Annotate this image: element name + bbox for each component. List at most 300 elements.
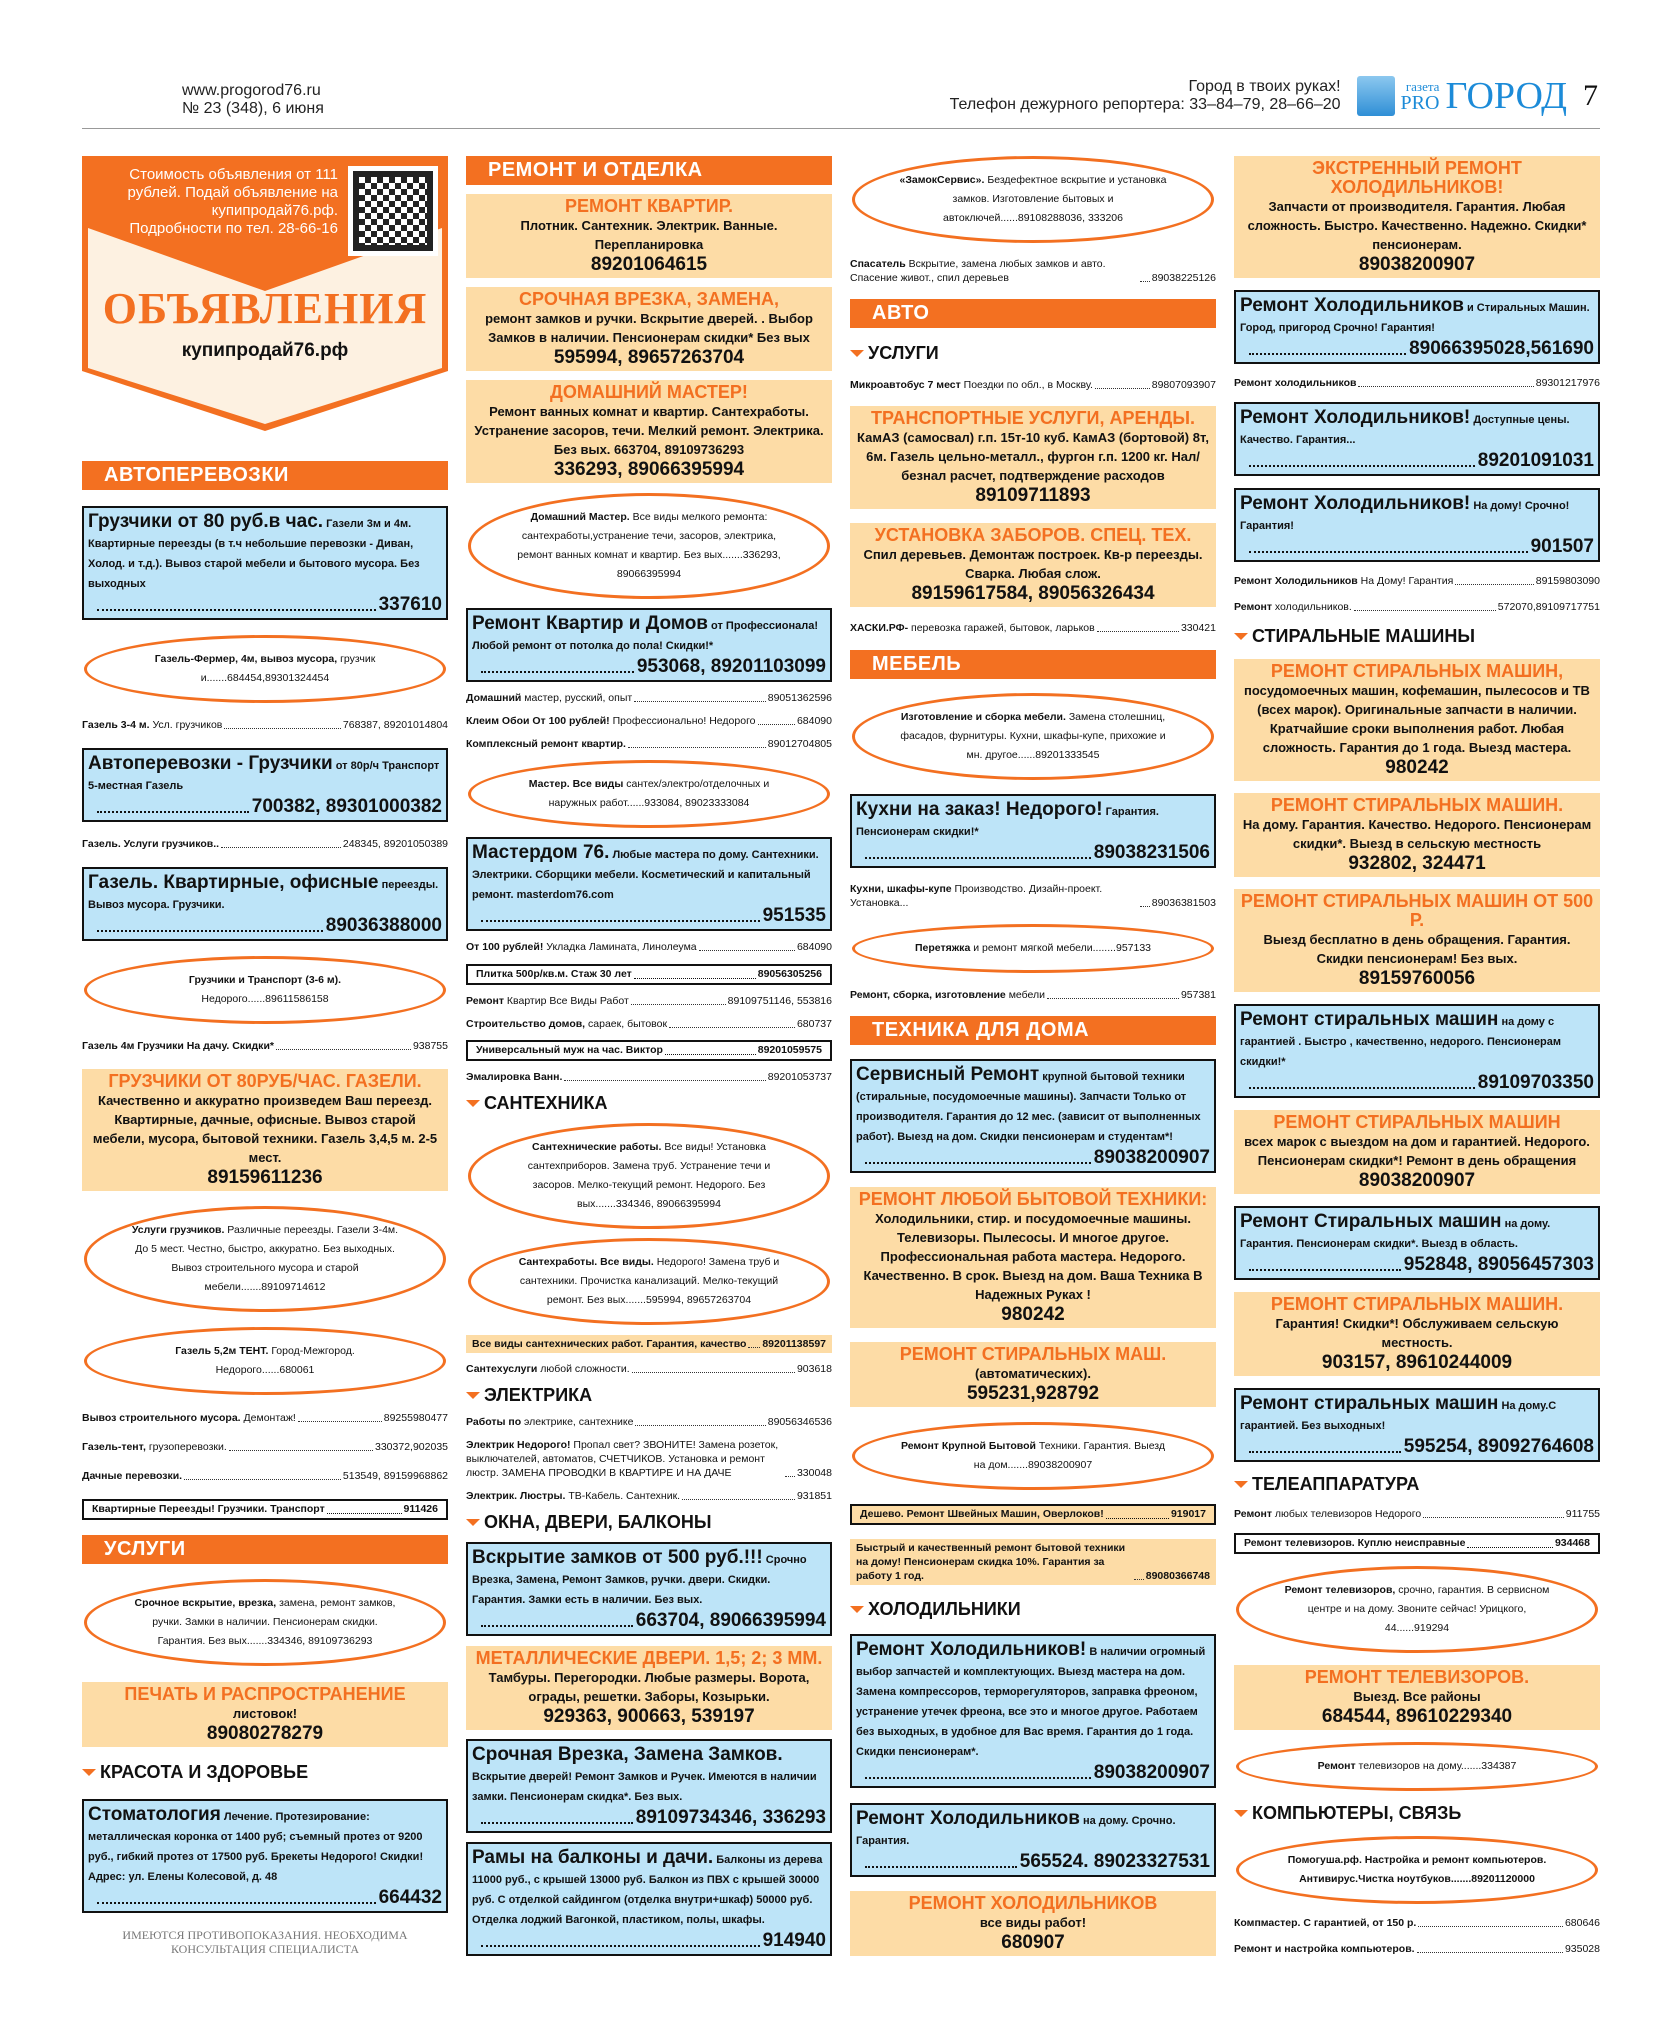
ad-title: СРОЧНАЯ ВРЕЗКА, ЗАМЕНА,	[519, 289, 779, 310]
ad-phone: 980242	[1385, 757, 1449, 778]
highlight-ad[interactable]	[1234, 793, 1600, 877]
highlight-ad[interactable]	[1234, 1665, 1600, 1730]
ad-body: посудомоечных машин, кофемашин, пылесосов и ТВ (всех марок). Оригинальные запчасти в наличии. Кратчайшие сроки выполнения работ. Любая сложность. Гарантия до 1 года. Выезд мастера.	[1244, 683, 1590, 755]
circled-ad[interactable]	[84, 1327, 446, 1395]
subsection-header	[82, 1762, 448, 1783]
circled-ad[interactable]	[84, 956, 446, 1024]
dotted-leader	[481, 920, 760, 922]
dotted-leader	[1455, 584, 1533, 585]
ad-title: РЕМОНТ СТИРАЛЬНЫХ МАШИН	[1273, 1112, 1561, 1132]
ad-text	[1234, 600, 1352, 614]
dotted-leader	[224, 728, 341, 729]
ad-body: КамАЗ (самосвал) г.п. 15т-10 куб. КамАЗ (бортовой) 8т, 6м. Газель цельно-металл., фургон г.п. 1200 кг. Нал/безнал расчет, подтверждение расходов	[857, 430, 1209, 484]
ad-body: Газели 3м и 4м. Квартирные переезды (в т.ч небольшие перевозки - Диван, Холод. и т.д.). Вывоз старой мебели и бытового мусора. Без выходных	[88, 517, 420, 590]
dotted-leader	[481, 1625, 633, 1627]
triangle-down-icon	[82, 1769, 96, 1776]
ad-phone: 935028	[1564, 1943, 1600, 1955]
ad-lead-text: Сантехуслуги	[466, 1362, 538, 1375]
boxed-ad[interactable]	[82, 1799, 448, 1913]
ad-text	[850, 988, 1045, 1002]
ad-phone: 768387, 89201014804	[342, 719, 448, 732]
dotted-leader	[865, 1162, 1091, 1164]
ad-text	[472, 841, 826, 905]
column-1	[82, 156, 448, 1956]
classified-line[interactable]	[82, 1039, 448, 1053]
ad-title: Сервисный Ремонт	[856, 1064, 1040, 1086]
ad-body: мебели	[1008, 988, 1046, 1001]
triangle-down-icon	[466, 1519, 480, 1526]
ad-body: холодильников.	[1274, 601, 1352, 613]
boxed-ad[interactable]	[82, 506, 448, 620]
ad-body: ремонт замков и ручки. Вскрытие дверей. . Выбор Замков в наличии. Пенсионерам скидки* Без вых	[485, 311, 813, 346]
ad-phone-row	[1240, 536, 1594, 558]
triangle-down-icon	[850, 350, 864, 357]
circled-ad[interactable]	[852, 924, 1214, 973]
building-icon	[1357, 76, 1395, 116]
ad-text	[82, 837, 219, 851]
triangle-down-icon	[1234, 633, 1248, 640]
ad-text	[1240, 1210, 1594, 1254]
section-header: УСЛУГИ	[82, 1535, 448, 1564]
subsection-header	[1234, 626, 1600, 647]
classified-line[interactable]	[850, 378, 1216, 392]
ad-phone-row	[856, 842, 1210, 864]
ad-lead-text: Услуги грузчиков.	[131, 1223, 225, 1236]
classified-line[interactable]	[1234, 574, 1600, 588]
ad-phone: 903157, 89610244009	[1321, 1352, 1513, 1373]
ad-body: от Профессионала! Любой ремонт от потолка до пола! Скидки!*	[472, 619, 818, 652]
ad-title: ПЕЧАТЬ И РАСПРОСТРАНЕНИЕ	[124, 1683, 406, 1704]
ad-lead-text: Грузчики и Транспорт (3-6 м).	[188, 973, 342, 986]
boxed-ad[interactable]	[1234, 1206, 1600, 1280]
highlight-ad[interactable]	[82, 1069, 448, 1191]
boxed-ad[interactable]	[466, 608, 832, 682]
ad-phone: 680737	[796, 1017, 832, 1030]
dotted-leader	[682, 1499, 795, 1500]
ad-body: любой сложности.	[540, 1362, 630, 1375]
ad-phone: 89066395028,561690	[1409, 338, 1594, 359]
ad-body: Гарантия! Скидки*! Обслуживаем сельскую местность.	[1275, 1316, 1559, 1350]
ad-phone: 663704, 89066395994	[635, 1610, 826, 1632]
ad-title: Стоматология	[88, 1803, 221, 1825]
boxed-ad[interactable]	[466, 837, 832, 931]
subsection-title: ЭЛЕКТРИКА	[484, 1384, 593, 1405]
ad-text	[88, 510, 442, 594]
ad-text	[1234, 1507, 1421, 1521]
ad-title: ГРУЗЧИКИ ОТ 80РУБ/ЧАС. ГАЗЕЛИ.	[108, 1070, 422, 1091]
header-divider	[82, 128, 1600, 129]
ad-body: (автоматических).	[975, 1366, 1091, 1382]
classified-line[interactable]	[466, 714, 832, 728]
ad-text: Плитка 500р/кв.м. Стаж 30 лет	[476, 967, 632, 980]
ad-phone: 89301217976	[1535, 377, 1600, 389]
ad-title: РЕМОНТ СТИРАЛЬНЫХ МАШИН ОТ 500 Р.	[1240, 891, 1594, 930]
ad-lead-text: Газель 4м Грузчики На дачу. Скидки*	[82, 1040, 274, 1053]
ad-lead-text: Ремонт и настройка компьютеров.	[1234, 1943, 1415, 1955]
ad-lead-text: Вывоз строительного мусора.	[82, 1411, 241, 1424]
ad-phone: 89036381503	[1151, 897, 1216, 910]
circled-ad[interactable]	[468, 760, 830, 828]
ad-body: На дому. Гарантия. Качество. Недорого. Пенсионерам скидки*. Выезд в сельскую местность	[1242, 817, 1592, 851]
highlight-ad[interactable]	[466, 287, 832, 371]
ad-lead-text: Газель 3-4 м.	[82, 719, 150, 732]
classified-line[interactable]	[466, 691, 832, 705]
ad-lead-text: Газель-тент,	[82, 1441, 146, 1454]
ad-phone: 680907	[1001, 1931, 1065, 1953]
highlight-ad[interactable]	[1234, 1110, 1600, 1194]
boxed-ad[interactable]	[466, 1842, 832, 1956]
ad-text: Все виды сантехнических работ. Гарантия, качество	[472, 1337, 747, 1350]
ad-text: Город-Межгород. Недорого......680061	[215, 1345, 355, 1377]
ad-text	[472, 1743, 826, 1807]
highlight-ad[interactable]	[850, 1187, 1216, 1328]
ad-text	[850, 257, 1138, 285]
boxed-ad[interactable]	[1234, 1004, 1600, 1098]
ad-body: Лечение. Протезирование: металлическая коронка от 1400 руб; съемный протез от 9200 руб., гибкий протез от 17500 руб. Брекеты Недорого! Скидки! Адрес: ул. Елены Колесовой, д. 48	[88, 1810, 424, 1883]
ad-body: Выезд бесплатно в день обращения. Гарантия. Скидки пенсионерам! Без вых.	[1263, 932, 1571, 966]
ad-title: Ремонт Холодильников!	[1240, 407, 1471, 428]
framed-line-ad[interactable]	[1234, 1533, 1600, 1554]
ad-phone: 89038225126	[1151, 272, 1216, 285]
framed-line-ad[interactable]	[466, 964, 832, 985]
ad-lead-text: Микроавтобус 7 мест	[850, 378, 961, 391]
ad-phone: 911426	[403, 1502, 438, 1515]
shaded-line-ad[interactable]	[466, 1335, 832, 1353]
ad-phone: 903618	[796, 1362, 832, 1375]
ad-body: Спил деревьев. Демонтаж построек. Кв-р переезды. Сварка. Любая слож.	[863, 547, 1203, 582]
ad-text	[1240, 492, 1594, 536]
ad-phone: 89159611236	[207, 1166, 323, 1188]
ad-body: Ремонт ванных комнат и квартир. Сантехработы. Устранение засоров, течи. Мелкий ремонт. Электрика. Без вых. 663704, 89109736293	[474, 404, 824, 458]
section-header: АВТО	[850, 299, 1216, 328]
highlight-ad[interactable]	[1234, 659, 1600, 781]
ad-row	[472, 1337, 826, 1351]
ad-text	[466, 994, 629, 1008]
ad-phone-row	[1240, 450, 1594, 472]
triangle-down-icon	[466, 1100, 480, 1107]
ad-title: ЭКСТРЕННЫЙ РЕМОНТ ХОЛОДИЛЬНИКОВ!	[1312, 158, 1522, 197]
boxed-ad[interactable]	[850, 1803, 1216, 1877]
ad-body: В наличии огромный выбор запчастей и комплектующих. Выезд мастера на дом. Замена компрессоров, терморегуляторов, заправка фреоном, устранение утечек фреона, все это и многое другое. Работаем без выходных, в удобное для Вас время. Гарантия до 1 года. Скидки пенсионерам*.	[856, 1646, 1206, 1759]
boxed-ad[interactable]	[466, 1542, 832, 1636]
ad-phone: 957381	[1180, 988, 1216, 1001]
ad-lead-text: Компмастер. С гарантией, от 150 р.	[1234, 1917, 1417, 1929]
ad-phone: 953068, 89201103099	[636, 655, 826, 677]
dotted-leader	[1249, 551, 1528, 553]
ad-phone: 89056346536	[767, 1415, 832, 1428]
ad-title: Ремонт Холодильников	[1240, 295, 1464, 316]
ad-phone: 931851	[796, 1490, 832, 1503]
classified-line[interactable]	[466, 1362, 832, 1376]
ad-phone: 513549, 89159968862	[342, 1470, 448, 1483]
page-number: 7	[1583, 79, 1598, 112]
ad-body: переезды. Вывоз мусора. Грузчики.	[88, 878, 439, 911]
subsection-title: ХОЛОДИЛЬНИКИ	[868, 1599, 1021, 1620]
classified-line[interactable]	[466, 940, 832, 954]
classified-line[interactable]	[82, 718, 448, 732]
classified-line[interactable]	[1234, 600, 1600, 614]
ad-body: Вскрытие дверей! Ремонт Замков и Ручек. Имеются в наличии замки. Пенсионерам скидка*. Без вых.	[472, 1770, 817, 1803]
ad-title: РЕМОНТ СТИРАЛЬНЫХ МАШИН.	[1270, 1294, 1564, 1314]
ad-lead-text: Спасатель	[850, 258, 906, 271]
column-3	[850, 156, 1216, 1956]
dotted-leader	[1418, 1926, 1563, 1927]
highlight-ad[interactable]	[466, 1646, 832, 1730]
classified-line[interactable]	[850, 882, 1216, 910]
highlight-ad[interactable]	[466, 194, 832, 278]
highlight-ad[interactable]	[82, 1682, 448, 1747]
logo-gorod: ГОРОД	[1445, 75, 1567, 117]
ad-lead-text: Работы по	[466, 1415, 522, 1428]
ad-phone-row	[472, 1610, 826, 1632]
ad-text	[466, 737, 626, 751]
circled-ad[interactable]	[468, 1238, 830, 1325]
highlight-ad[interactable]	[1234, 889, 1600, 992]
ad-phone: 248345, 89201050389	[342, 838, 448, 851]
classified-line[interactable]	[1234, 376, 1600, 390]
boxed-ad[interactable]	[466, 1739, 832, 1833]
subsection-header	[850, 1599, 1216, 1620]
triangle-down-icon	[1234, 1810, 1248, 1817]
ad-body: Профессионально! Недорого	[612, 714, 756, 727]
dotted-leader	[748, 1347, 760, 1348]
ad-body: Усл. грузчиков	[152, 719, 223, 732]
ad-phone-row	[1240, 1436, 1594, 1458]
ad-body: Квартир Все Виды Работ	[506, 994, 629, 1007]
dotted-leader	[785, 1476, 795, 1477]
ad-title: УСТАНОВКА ЗАБОРОВ. СПЕЦ. ТЕХ.	[874, 525, 1192, 546]
classified-line[interactable]	[466, 1415, 832, 1429]
circled-ad[interactable]	[468, 1123, 830, 1229]
boxed-ad[interactable]	[1234, 290, 1600, 364]
ad-title: РЕМОНТ СТИРАЛЬНЫХ МАШИН,	[1270, 661, 1564, 681]
classified-line[interactable]	[1234, 1916, 1600, 1930]
masthead-left	[182, 82, 324, 118]
ad-phone: 901507	[1530, 536, 1594, 557]
classified-line[interactable]	[1234, 1942, 1600, 1956]
masthead-right	[950, 78, 1341, 114]
highlight-ad[interactable]	[1234, 1292, 1600, 1376]
boxed-ad[interactable]	[1234, 402, 1600, 476]
framed-line-ad[interactable]	[466, 1040, 832, 1061]
ad-phone: 89159760056	[1358, 968, 1476, 989]
classified-line[interactable]	[82, 1469, 448, 1483]
ad-phone: 980242	[1001, 1304, 1065, 1326]
ad-text	[1234, 376, 1356, 390]
triangle-down-icon	[466, 1392, 480, 1399]
circled-ad[interactable]	[1236, 1742, 1598, 1791]
framed-line-ad[interactable]	[850, 1504, 1216, 1525]
ad-lead-text: Газель 5,2м ТЕНТ.	[175, 1345, 269, 1358]
classified-line[interactable]	[466, 1489, 832, 1503]
ad-text: Недорого......89611586158	[201, 992, 329, 1005]
ad-text	[88, 1803, 442, 1887]
qr-code[interactable]	[348, 166, 438, 256]
highlight-ad[interactable]	[466, 380, 832, 483]
ad-lead-text: Срочное вскрытие, врезка,	[134, 1597, 277, 1610]
ad-lead-text: Ремонт телевизоров,	[1284, 1584, 1396, 1596]
dotted-leader	[97, 1902, 376, 1904]
circled-ad[interactable]	[1236, 1566, 1598, 1653]
ad-phone: 932802, 324471	[1348, 853, 1486, 874]
dotted-leader	[1249, 1087, 1475, 1089]
circled-ad[interactable]	[852, 1422, 1214, 1490]
dotted-leader	[634, 978, 756, 979]
ad-lead-text: Дачные перевозки.	[82, 1470, 183, 1483]
circled-ad[interactable]	[84, 1206, 446, 1312]
ad-text: грузчик и.......684454,89301324454	[200, 653, 376, 685]
ad-phone: 89038200907	[1358, 1170, 1476, 1191]
ad-body: Запчасти от производителя. Гарантия. Любая сложность. Быстро. Качественно. Надежно. Скидки* пенсионерам.	[1247, 199, 1587, 252]
ad-body: Производство. Дизайн-проект. Установка...	[850, 883, 1103, 910]
ad-lead-text: Кухни, шкафы-купе	[850, 883, 952, 896]
ad-phone: 89080278279	[206, 1722, 324, 1744]
classified-line[interactable]	[466, 1017, 832, 1031]
logo-pro: PRO	[1400, 91, 1440, 114]
classified-line[interactable]	[82, 837, 448, 851]
circled-ad[interactable]	[852, 693, 1214, 780]
site-url[interactable]: www.progorod76.ru	[182, 82, 321, 99]
ad-title: Ремонт стиральных машин	[1240, 1393, 1499, 1414]
ad-lead-text: Ремонт, сборка, изготовление	[850, 988, 1006, 1001]
framed-line-ad[interactable]	[82, 1499, 448, 1520]
ad-text: Ремонт телевизоров. Куплю неисправные	[1244, 1537, 1466, 1549]
ad-lead-text: Ремонт холодильников	[1234, 377, 1357, 389]
ad-phone: 938755	[412, 1040, 448, 1053]
boxed-ad[interactable]	[82, 867, 448, 941]
ad-text	[856, 1807, 1210, 1851]
ad-title: МЕТАЛЛИЧЕСКИЕ ДВЕРИ. 1,5; 2; 3 ММ.	[475, 1647, 823, 1668]
highlight-ad[interactable]	[1234, 156, 1600, 278]
ad-text: телевизоров на дому.......334387	[1358, 1760, 1517, 1772]
highlight-ad[interactable]	[850, 1342, 1216, 1407]
ad-phone: 330372,902035	[375, 1441, 448, 1454]
circled-ad[interactable]	[84, 635, 446, 703]
ad-text	[1240, 406, 1594, 450]
dotted-leader	[1417, 1952, 1563, 1953]
ad-text	[472, 1546, 826, 1610]
ad-body: Плотник. Сантехник. Электрик. Ванные. Перепланировка	[520, 218, 778, 253]
ad-body: Тамбуры. Перегородки. Любые размеры. Ворота, ограды, решетки. Заборы, Козырьки.	[488, 1669, 810, 1704]
subsection-title: СТИРАЛЬНЫЕ МАШИНЫ	[1252, 626, 1475, 646]
boxed-ad[interactable]	[850, 1634, 1216, 1788]
ad-lead-text: Клеим Обои От 100 рублей!	[466, 714, 610, 727]
classified-line[interactable]	[1234, 1507, 1600, 1521]
classified-line[interactable]	[850, 621, 1216, 635]
ad-title: РЕМОНТ СТИРАЛЬНЫХ МАШИН.	[1270, 795, 1564, 815]
boxed-ad[interactable]	[850, 794, 1216, 868]
ad-phone: 951535	[762, 905, 826, 927]
column-4	[1234, 156, 1600, 1956]
ad-phone: 572070,89109717751	[1497, 601, 1600, 613]
dotted-leader	[665, 1054, 756, 1055]
ad-phone: 684090	[796, 941, 832, 954]
logo-gazeta: газета	[1405, 78, 1440, 94]
ad-phone: 337610	[378, 593, 442, 615]
ad-phone: 89080366748	[1145, 1570, 1210, 1583]
ad-phone: 89109734346, 336293	[635, 1806, 826, 1828]
ad-text	[466, 1362, 630, 1376]
ad-text: Различные переезды. Газели 3-4м. До 5 мест. Честно, быстро, аккуратно. Без выходных. Вывоз строительного мусора и старой мебели.......89109714612	[135, 1223, 399, 1293]
ad-body: Любые мастера по дому. Сантехники. Электрики. Сборщики мебели. Косметический и капитальный ремонт. masterdom76.com	[472, 849, 819, 902]
ad-body: Поездки по обл., в Москву.	[963, 378, 1093, 391]
circled-ad[interactable]	[84, 1579, 446, 1666]
ad-body: Вскрытие, замена любых замков и авто. Спасение живот., спил деревьев	[850, 258, 1106, 285]
dotted-leader	[865, 1777, 1091, 1779]
classified-line[interactable]	[850, 988, 1216, 1002]
subsection-title: КРАСОТА И ЗДОРОВЬЕ	[100, 1762, 309, 1783]
dotted-leader	[1467, 1547, 1552, 1548]
highlight-ad[interactable]	[850, 406, 1216, 509]
shaded-line-ad[interactable]	[850, 1539, 1216, 1585]
ad-body: Гарантия. Пенсионерам скидки!*	[856, 806, 1159, 839]
boxed-ad[interactable]	[1234, 488, 1600, 562]
circled-ad[interactable]	[468, 493, 830, 599]
ad-title: ТРАНСПОРТНЫЕ УСЛУГИ, АРЕНДЫ.	[871, 408, 1195, 429]
ad-phone-row	[1240, 338, 1594, 360]
ad-title: Рамы на балконы и дачи.	[472, 1846, 714, 1868]
announcement-banner	[82, 156, 448, 436]
ad-phone: 89201064615	[590, 254, 708, 276]
ad-body: сараек, бытовок	[588, 1017, 668, 1030]
ad-lead-text: Комплексный ремонт квартир.	[466, 738, 626, 750]
circled-ad[interactable]	[1236, 1836, 1598, 1904]
ad-phone: 89109711893	[975, 485, 1091, 507]
dotted-leader	[1249, 353, 1406, 355]
ad-title: Ремонт Холодильников	[856, 1807, 1080, 1829]
ad-phone-row	[1240, 1254, 1594, 1276]
ad-title: РЕМОНТ ТЕЛЕВИЗОРОВ.	[1304, 1667, 1530, 1687]
ad-body: Укладка Ламината, Линолеума	[546, 941, 697, 954]
classified-line[interactable]	[466, 1070, 832, 1084]
highlight-ad[interactable]	[850, 1891, 1216, 1956]
ad-phone: 929363, 900663, 539197	[543, 1705, 755, 1727]
ad-lead-text: Ремонт	[1317, 1760, 1356, 1772]
dotted-leader	[276, 1049, 411, 1050]
ad-lead-text: От 100 рублей!	[466, 941, 544, 954]
ad-text	[1234, 574, 1453, 588]
circled-ad[interactable]	[852, 156, 1214, 243]
dotted-leader	[1140, 906, 1150, 907]
ad-phone: 330048	[796, 1467, 832, 1479]
highlight-ad[interactable]	[850, 523, 1216, 607]
boxed-ad[interactable]	[82, 748, 448, 822]
ad-title: Вскрытие замков от 500 руб.!!!	[472, 1547, 763, 1569]
ad-phone: 89051362596	[767, 691, 832, 704]
ad-title: ДОМАШНИЙ МАСТЕР!	[550, 382, 748, 403]
ad-phone: 919017	[1170, 1507, 1206, 1520]
dotted-leader	[481, 1945, 760, 1947]
ad-phone: 336293, 89066395994	[553, 459, 745, 481]
classified-line[interactable]	[850, 257, 1216, 285]
banner-site-link[interactable]: купипродай76.рф	[181, 340, 349, 361]
ad-phone: 89038200907	[1093, 1762, 1210, 1784]
subsection-header	[466, 1385, 832, 1406]
classified-line[interactable]	[82, 1440, 448, 1454]
ad-phone: 89109703350	[1477, 1072, 1594, 1093]
ad-body: Качественно и аккуратно произведем Ваш переезд. Квартирные, дачные, офисные. Вывоз старой мебели, мусора, бытовой техники. Газель 3,4,5 м. 2-5 мест.	[92, 1092, 438, 1165]
classified-line[interactable]	[82, 1411, 448, 1425]
ad-text: Универсальный муж на час. Виктор	[476, 1043, 663, 1056]
boxed-ad[interactable]	[1234, 1388, 1600, 1462]
classified-line[interactable]	[466, 1438, 832, 1480]
classified-line[interactable]	[466, 994, 832, 1008]
ad-phone: 89201053737	[767, 1071, 832, 1083]
boxed-ad[interactable]	[850, 1059, 1216, 1173]
ad-title: Мастердом 76.	[472, 842, 610, 864]
classified-line[interactable]	[466, 737, 832, 751]
ad-text: Все виды мелкого ремонта: сантехработы,устранение течи, засоров, электрика, ремонт ванных комнат и квартир. Без вых.......336293, 89066395994	[517, 510, 781, 580]
